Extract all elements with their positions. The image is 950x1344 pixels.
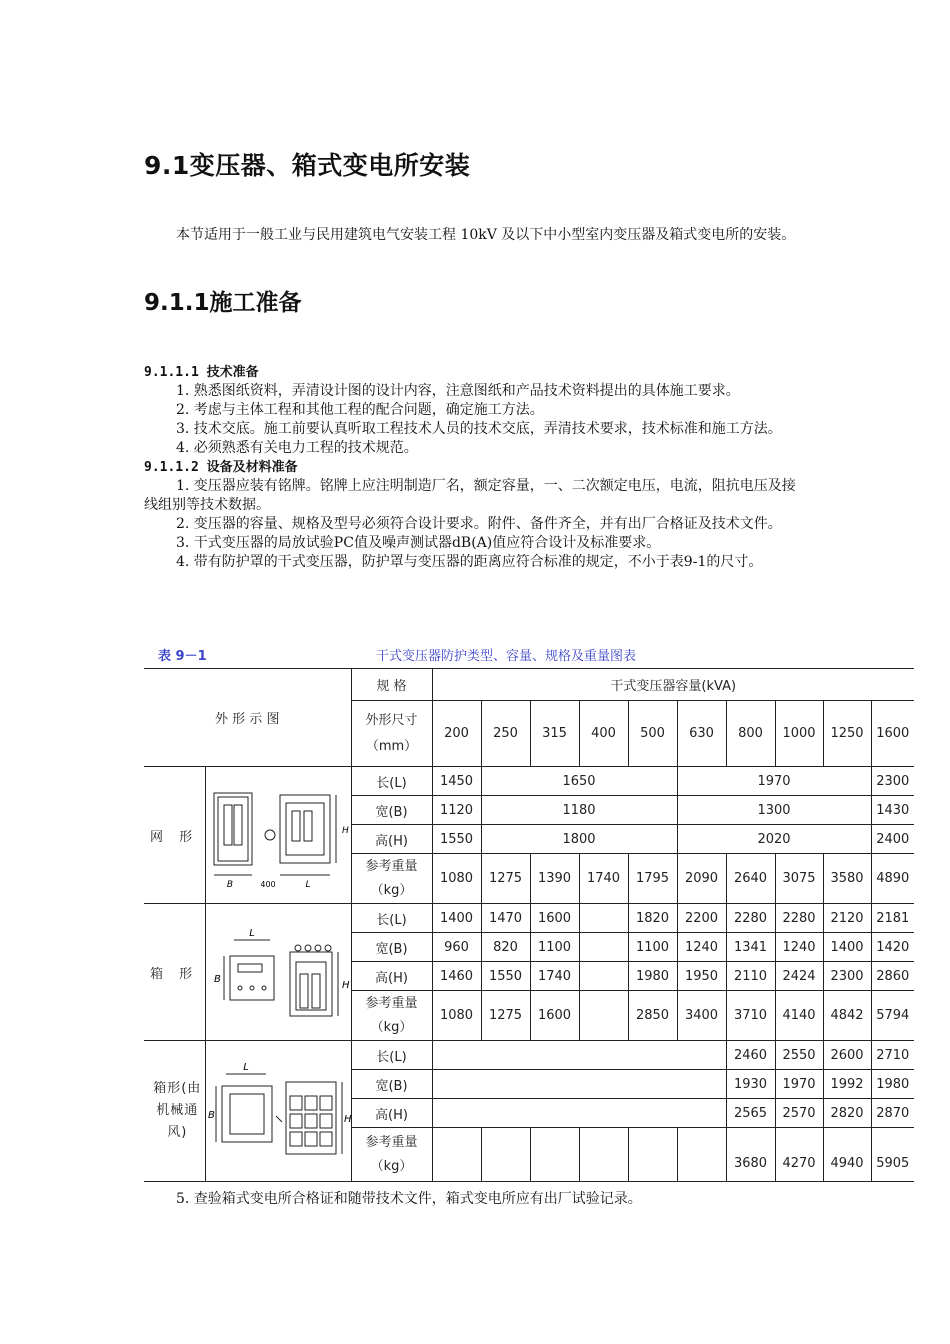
type-fan-box: 箱形(由机械通风) (144, 1041, 205, 1182)
net-weight-1250: 3580 (823, 854, 871, 904)
net-weight-315: 1390 (530, 854, 579, 904)
box-width-200: 960 (432, 933, 481, 962)
box-label-l: L (249, 928, 255, 939)
fan-height-1250: 2820 (823, 1099, 871, 1128)
net-height-1600: 2400 (871, 825, 914, 854)
cap-630: 630 (677, 701, 726, 767)
box-width-400 (579, 933, 628, 962)
fan-width-1250: 1992 (823, 1070, 871, 1099)
box-weight-630: 3400 (677, 991, 726, 1041)
header-size: 外形尺寸（mm） (351, 701, 432, 767)
net-weight-400: 1740 (579, 854, 628, 904)
box-weight-400 (579, 991, 628, 1041)
fan-weight-1600: 5905 (871, 1128, 914, 1182)
figure-box (205, 904, 351, 1041)
net-height-200: 1550 (432, 825, 481, 854)
box-weight-250: 1275 (481, 991, 530, 1041)
subsection-title-equip: 9.1.1.2 设备及材料准备 (144, 460, 298, 475)
net-weight-800: 2640 (726, 854, 775, 904)
cap-1600: 1600 (871, 701, 914, 767)
cap-315: 315 (530, 701, 579, 767)
box-height-800: 2110 (726, 962, 775, 991)
box-height-315: 1740 (530, 962, 579, 991)
fan-weight-800: 3680 (726, 1128, 775, 1182)
net-length-200: 1450 (432, 767, 481, 796)
fan-label-l: L (243, 1062, 249, 1073)
net-length-250-500: 1650 (481, 767, 677, 796)
net-weight-1000: 3075 (775, 854, 823, 904)
fan-row-weight: 参考重量（kg） (351, 1128, 432, 1182)
net-label-h: H (342, 826, 349, 836)
figure-net (205, 767, 351, 904)
fan-width-1000: 1970 (775, 1070, 823, 1099)
fan-weight-1250: 4940 (823, 1128, 871, 1182)
section-heading-9-1-1: 9.1.1施工准备 (144, 290, 302, 316)
box-weight-500: 2850 (628, 991, 677, 1041)
box-width-315: 1100 (530, 933, 579, 962)
box-row-length: 长(L) (351, 904, 432, 933)
cap-800: 800 (726, 701, 775, 767)
equip-item-5: 5. 查验箱式变电所合格证和随带技术文件，箱式变电所应有出厂试验记录。 (176, 1191, 642, 1207)
net-width-1600: 1430 (871, 796, 914, 825)
box-weight-1600: 5794 (871, 991, 914, 1041)
net-length-1600: 2300 (871, 767, 914, 796)
box-length-200: 1400 (432, 904, 481, 933)
box-width-800: 1341 (726, 933, 775, 962)
box-height-250: 1550 (481, 962, 530, 991)
net-transformer-diagram (208, 775, 348, 895)
cap-1000: 1000 (775, 701, 823, 767)
fan-weight-empty-1 (432, 1128, 481, 1182)
fan-length-1000: 2550 (775, 1041, 823, 1070)
fan-height-1600: 2870 (871, 1099, 914, 1128)
equip-item-1: 1. 变压器应装有铭牌。铭牌上应注明制造厂名，额定容量，一、二次额定电压，电流，阻抗电压及接线组别等技术数据。 (144, 478, 796, 513)
net-weight-500: 1795 (628, 854, 677, 904)
net-weight-630: 2090 (677, 854, 726, 904)
fan-row-width: 宽(B) (351, 1070, 432, 1099)
box-width-500: 1100 (628, 933, 677, 962)
box-length-400 (579, 904, 628, 933)
equip-item-4: 4. 带有防护罩的干式变压器，防护罩与变压器的距离应符合标准的规定，不小于表9-1的尺寸。 (176, 554, 763, 570)
box-length-630: 2200 (677, 904, 726, 933)
section-heading-9-1: 9.1变压器、箱式变电所安装 (144, 151, 471, 180)
tech-item-4: 4. 必须熟悉有关电力工程的技术规范。 (176, 440, 418, 456)
box-row-weight: 参考重量（kg） (351, 991, 432, 1041)
box-length-315: 1600 (530, 904, 579, 933)
tech-item-2: 2. 考虑与主体工程和其他工程的配合问题，确定施工方法。 (176, 402, 544, 418)
cap-200: 200 (432, 701, 481, 767)
box-height-1000: 2424 (775, 962, 823, 991)
header-figure: 外 形 示 图 (144, 669, 351, 767)
net-label-b: B (226, 880, 234, 890)
fan-row-height: 高(H) (351, 1099, 432, 1128)
table-title: 干式变压器防护类型、容量、规格及重量图表 (376, 649, 637, 664)
fan-weight-empty-2 (481, 1128, 530, 1182)
net-label-l: L (305, 880, 311, 890)
net-row-height: 高(H) (351, 825, 432, 854)
box-length-250: 1470 (481, 904, 530, 933)
box-height-200: 1460 (432, 962, 481, 991)
box-weight-1250: 4842 (823, 991, 871, 1041)
cap-500: 500 (628, 701, 677, 767)
cap-1250: 1250 (823, 701, 871, 767)
net-width-250-500: 1180 (481, 796, 677, 825)
net-height-630-1250: 2020 (677, 825, 871, 854)
net-weight-200: 1080 (432, 854, 481, 904)
table-number: 表 9－1 (158, 649, 207, 664)
fan-height-empty (432, 1099, 726, 1128)
transformer-spec-table (144, 668, 914, 1182)
fan-label-h: H (344, 1114, 352, 1125)
fan-length-800: 2460 (726, 1041, 775, 1070)
box-row-height: 高(H) (351, 962, 432, 991)
net-width-630-1250: 1300 (677, 796, 871, 825)
box-width-1600: 1420 (871, 933, 914, 962)
fan-weight-empty-6 (677, 1128, 726, 1182)
box-weight-1000: 4140 (775, 991, 823, 1041)
box-height-500: 1980 (628, 962, 677, 991)
fan-length-1250: 2600 (823, 1041, 871, 1070)
box-height-630: 1950 (677, 962, 726, 991)
type-net: 网 形 (144, 767, 205, 904)
box-length-1250: 2120 (823, 904, 871, 933)
fan-length-empty (432, 1041, 726, 1070)
intro-paragraph: 本节适用于一般工业与民用建筑电气安装工程 10kV 及以下中小型室内变压器及箱式变电所的安装。 (176, 227, 796, 243)
fan-weight-1000: 4270 (775, 1128, 823, 1182)
box-transformer-diagram (208, 912, 348, 1032)
header-capacity: 干式变压器容量(kVA) (432, 669, 914, 701)
box-weight-315: 1600 (530, 991, 579, 1041)
equip-item-2: 2. 变压器的容量、规格及型号必须符合设计要求。附件、备件齐全，并有出厂合格证及技术文件。 (176, 516, 782, 532)
fan-width-800: 1930 (726, 1070, 775, 1099)
net-width-200: 1120 (432, 796, 481, 825)
subsection-title-tech: 9.1.1.1 技术准备 (144, 365, 259, 380)
net-row-length: 长(L) (351, 767, 432, 796)
box-label-h: H (342, 980, 350, 991)
box-length-800: 2280 (726, 904, 775, 933)
box-width-630: 1240 (677, 933, 726, 962)
box-length-1000: 2280 (775, 904, 823, 933)
box-height-400 (579, 962, 628, 991)
net-weight-1600: 4890 (871, 854, 914, 904)
box-label-b: B (214, 974, 221, 985)
figure-fan-box (205, 1041, 351, 1182)
net-weight-250: 1275 (481, 854, 530, 904)
box-length-1600: 2181 (871, 904, 914, 933)
net-label-400: 400 (260, 880, 276, 889)
box-length-500: 1820 (628, 904, 677, 933)
fan-row-length: 长(L) (351, 1041, 432, 1070)
cap-400: 400 (579, 701, 628, 767)
cap-250: 250 (481, 701, 530, 767)
net-height-250-500: 1800 (481, 825, 677, 854)
fan-width-1600: 1980 (871, 1070, 914, 1099)
fan-weight-empty-5 (628, 1128, 677, 1182)
net-row-width: 宽(B) (351, 796, 432, 825)
equip-item-3: 3. 干式变压器的局放试验PC值及噪声测试器dB(A)值应符合设计及标准要求。 (176, 535, 661, 551)
box-weight-800: 3710 (726, 991, 775, 1041)
box-width-250: 820 (481, 933, 530, 962)
fan-label-b: B (208, 1110, 215, 1121)
fan-box-transformer-diagram (208, 1046, 352, 1176)
type-box: 箱 形 (144, 904, 205, 1041)
prep-content (144, 363, 809, 572)
box-height-1250: 2300 (823, 962, 871, 991)
tech-item-3: 3. 技术交底。施工前要认真听取工程技术人员的技术交底，弄清技术要求，技术标准和施工方法。 (176, 421, 782, 437)
fan-width-empty (432, 1070, 726, 1099)
fan-height-1000: 2570 (775, 1099, 823, 1128)
box-width-1250: 1400 (823, 933, 871, 962)
box-height-1600: 2860 (871, 962, 914, 991)
header-spec: 规 格 (351, 669, 432, 701)
fan-length-1600: 2710 (871, 1041, 914, 1070)
box-row-width: 宽(B) (351, 933, 432, 962)
net-length-630-1250: 1970 (677, 767, 871, 796)
fan-weight-empty-4 (579, 1128, 628, 1182)
fan-height-800: 2565 (726, 1099, 775, 1128)
fan-weight-empty-3 (530, 1128, 579, 1182)
net-row-weight: 参考重量（kg） (351, 854, 432, 904)
box-width-1000: 1240 (775, 933, 823, 962)
tech-item-1: 1. 熟悉图纸资料，弄清设计图的设计内容，注意图纸和产品技术资料提出的具体施工要求。 (176, 383, 740, 399)
box-weight-200: 1080 (432, 991, 481, 1041)
